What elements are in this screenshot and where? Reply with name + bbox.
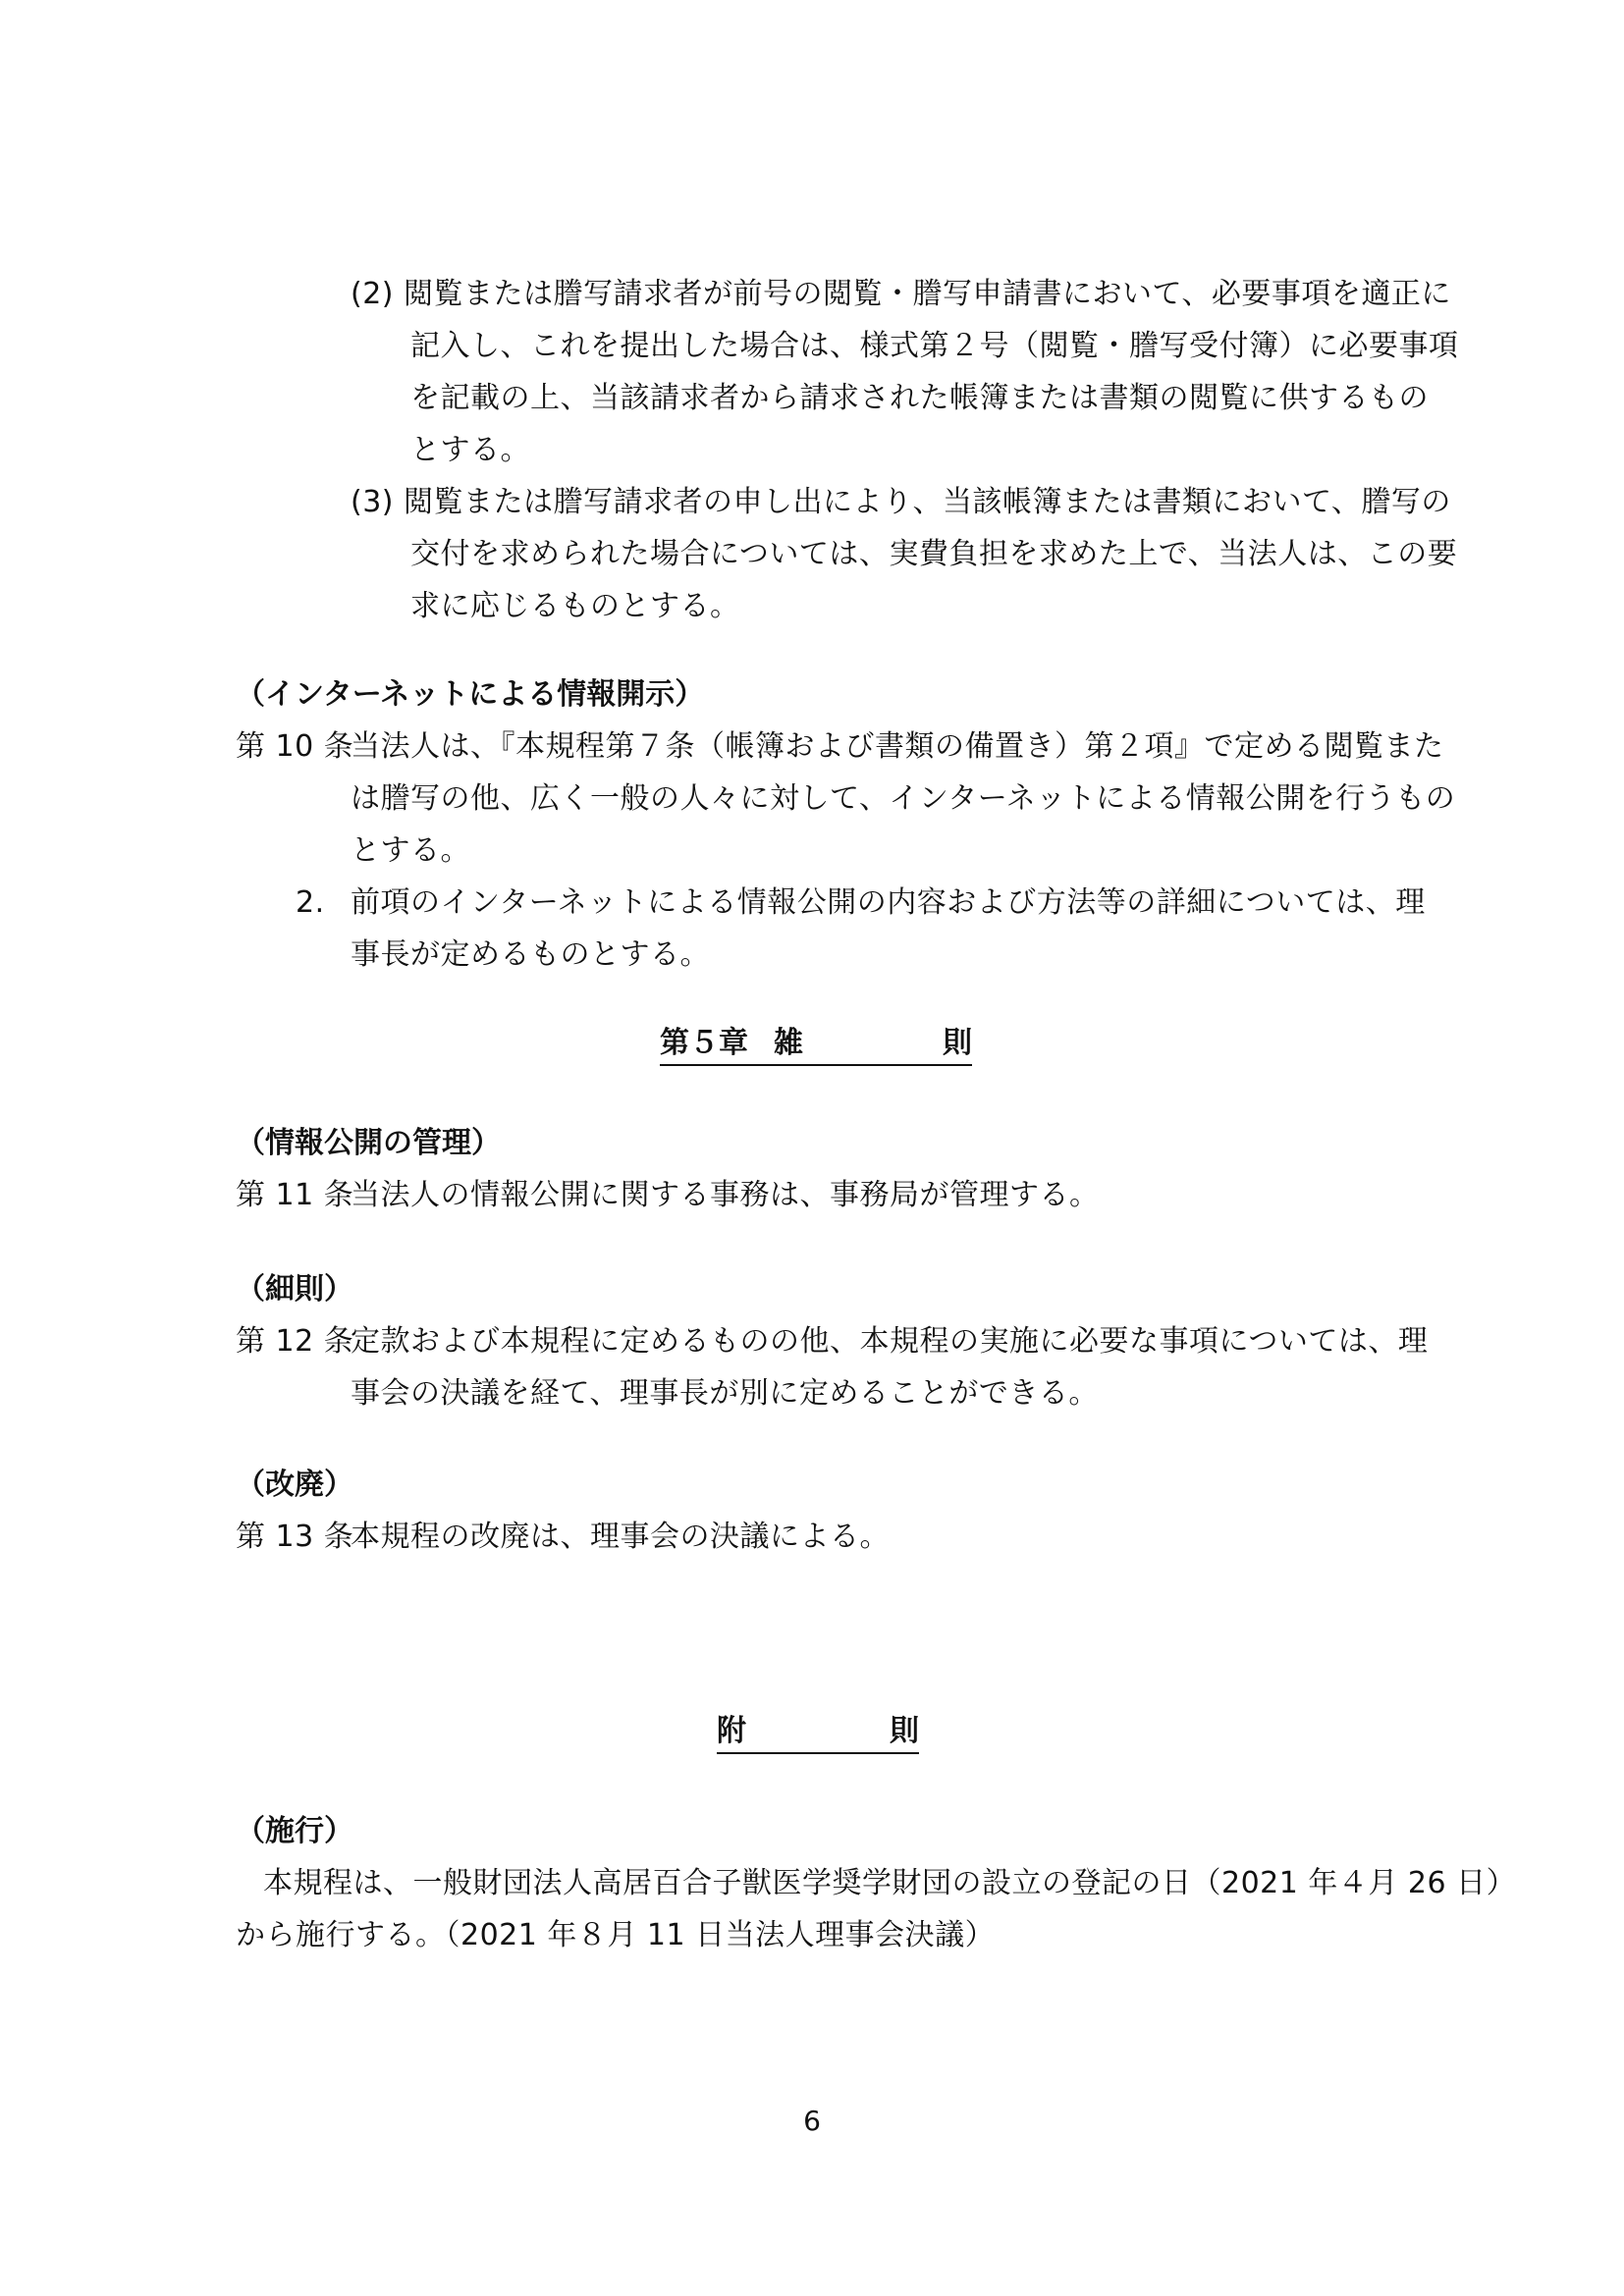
supplementary-line-2: から施行する。（2021 年８月 11 日当法人理事会決議） xyxy=(236,1918,996,1952)
item-3-line-3: 求に応じるものとする。 xyxy=(410,589,740,623)
article-13-number: 第 13 条 xyxy=(236,1520,354,1554)
article-10-para-2-line-1 xyxy=(296,883,1426,923)
article-11-text-1: 当法人の情報公開に関する事務は、事務局が管理する。 xyxy=(351,1178,1100,1212)
section-heading-details: （細則） xyxy=(236,1272,353,1307)
article-13-line-1 xyxy=(236,1518,890,1557)
article-11-number: 第 11 条 xyxy=(236,1178,354,1212)
article-12-line-1 xyxy=(236,1322,1428,1362)
article-11-line-1 xyxy=(236,1176,1100,1215)
chapter-5-title-part-1: 雑 xyxy=(774,1026,803,1060)
article-10-line-1 xyxy=(236,727,1444,767)
chapter-5-title xyxy=(660,1024,972,1066)
article-10-para-2-line-2: 事長が定めるものとする。 xyxy=(351,937,710,972)
article-10-text-1: 当法人は、『本規程第７条（帳簿および書類の備置き）第２項』で定める閲覧また xyxy=(351,729,1444,764)
section-heading-repeal: （改廃） xyxy=(236,1468,353,1502)
supplementary-title-part-1: 附 xyxy=(717,1714,746,1748)
article-10-para-2-number: 2. xyxy=(296,885,325,920)
item-2-line-4: とする。 xyxy=(410,433,530,467)
page-number: 6 xyxy=(803,2105,821,2137)
supplementary-line-1: 本規程は、一般財団法人高居百合子獣医学奨学財団の設立の登記の日（2021 年４月 26 日） xyxy=(263,1866,1517,1900)
chapter-5-title-part-2: 則 xyxy=(943,1026,972,1060)
article-13-text-1: 本規程の改廃は、理事会の決議による。 xyxy=(351,1520,890,1554)
chapter-5-number: 第５章 xyxy=(660,1026,748,1060)
article-10-line-2: は謄写の他、広く一般の人々に対して、インターネットによる情報公開を行うもの xyxy=(351,781,1456,816)
item-3-line-2: 交付を求められた場合については、実費負担を求めた上で、当法人は、この要 xyxy=(410,537,1458,571)
section-heading-enforcement: （施行） xyxy=(236,1814,353,1848)
supplementary-title xyxy=(717,1712,919,1754)
article-12-number: 第 12 条 xyxy=(236,1324,354,1359)
section-heading-internet: （インターネットによる情報開示） xyxy=(236,677,705,712)
item-2-line-1: (2) 閲覧または謄写請求者が前号の閲覧・謄写申請書において、必要事項を適正に xyxy=(351,277,1451,311)
section-heading-management: （情報公開の管理） xyxy=(236,1126,501,1160)
item-2-line-3: を記載の上、当該請求者から請求された帳簿または書類の閲覧に供するもの xyxy=(410,381,1429,415)
item-2-line-2: 記入し、これを提出した場合は、様式第２号（閲覧・謄写受付簿）に必要事項 xyxy=(410,329,1459,363)
article-12-line-2: 事会の決議を経て、理事長が別に定めることができる。 xyxy=(351,1376,1099,1411)
article-10-number: 第 10 条 xyxy=(236,729,354,764)
item-3-line-1: (3) 閲覧または謄写請求者の申し出により、当該帳簿または書類において、謄写の xyxy=(351,485,1451,519)
supplementary-title-part-2: 則 xyxy=(890,1714,919,1748)
article-10-line-3: とする。 xyxy=(351,833,470,868)
article-12-text-1: 定款および本規程に定めるものの他、本規程の実施に必要な事項については、理 xyxy=(351,1324,1429,1359)
article-10-para-2-text-1: 前項のインターネットによる情報公開の内容および方法等の詳細については、理 xyxy=(351,885,1426,920)
